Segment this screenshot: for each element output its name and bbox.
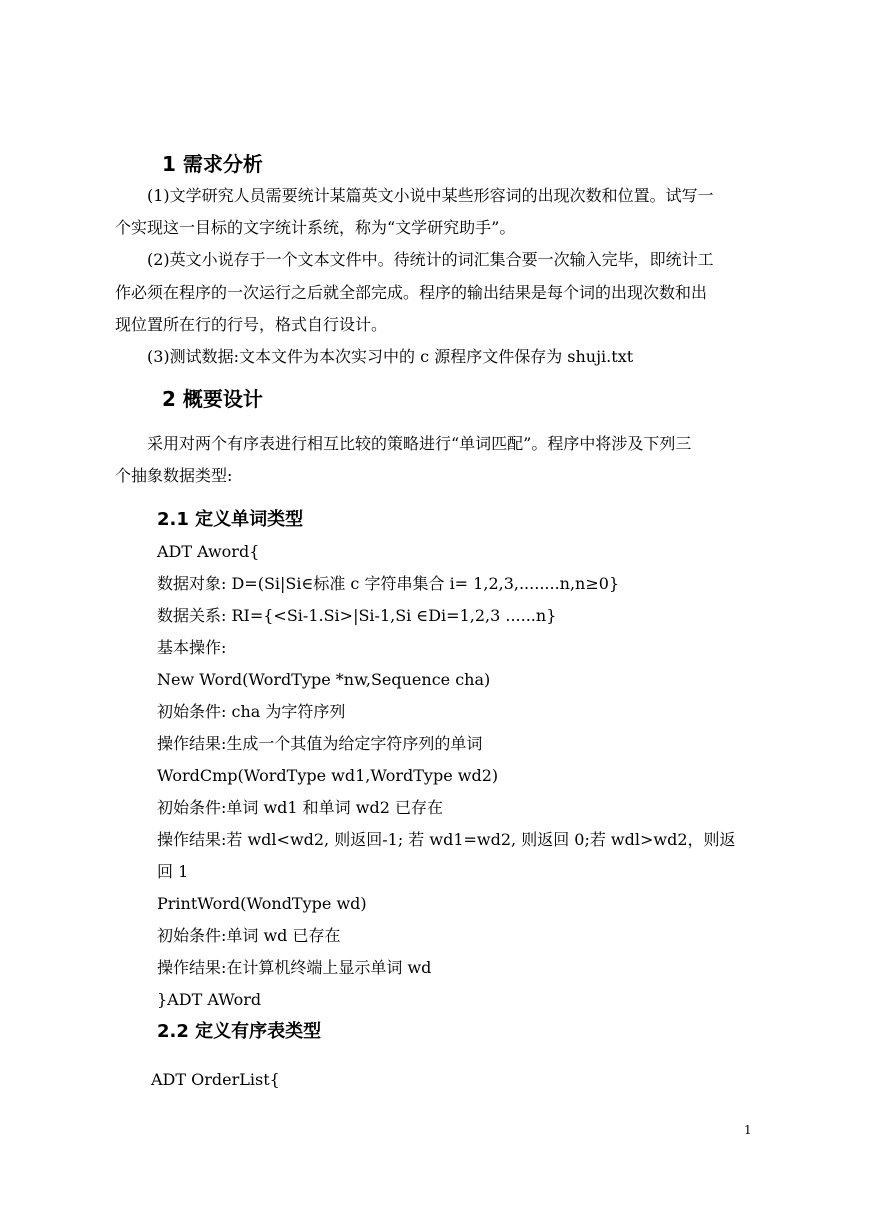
adt-line: 操作结果:在计算机终端上显示单词 wd	[157, 958, 432, 977]
adt-line: 回 1	[157, 862, 189, 881]
adt-line: ADT OrderList{	[151, 1070, 280, 1089]
subsection-heading-ordered-list: 2.2 定义有序表类型	[157, 1021, 322, 1042]
adt-line: PrintWord(WondType wd)	[157, 894, 367, 913]
adt-line: 初始条件: cha 为字符序列	[157, 702, 346, 721]
paragraph-line: (3)测试数据:文本文件为本次实习中的 c 源程序文件保存为 shuji.txt	[147, 347, 634, 366]
adt-line: 初始条件:单词 wd 已存在	[157, 926, 341, 945]
adt-line: ADT Aword{	[157, 542, 260, 561]
paragraph-line: 现位置所在行的行号，格式自行设计。	[115, 315, 388, 334]
adt-line: 数据对象: D=(Si|Si∈标准 c 字符串集合 i= 1,2,3,........n,n≥0}	[157, 574, 620, 593]
paragraph-line: (2)英文小说存于一个文本文件中。待统计的词汇集合要一次输入完毕，即统计工	[147, 250, 714, 269]
paragraph-line: 采用对两个有序表进行相互比较的策略进行“单词匹配”。程序中将涉及下列三	[147, 434, 692, 453]
adt-line: }ADT AWord	[157, 990, 262, 1009]
paragraph-line: (1)文学研究人员需要统计某篇英文小说中某些形容词的出现次数和位置。试写一	[147, 186, 714, 205]
adt-line: WordCmp(WordType wd1,WordType wd2)	[157, 766, 499, 785]
adt-line: New Word(WordType *nw,Sequence cha)	[157, 670, 491, 689]
paragraph-line: 作必须在程序的一次运行之后就全部完成。程序的输出结果是每个词的出现次数和出	[115, 283, 708, 302]
adt-line: 初始条件:单词 wd1 和单词 wd2 已存在	[157, 798, 443, 817]
paragraph-line: 个抽象数据类型:	[115, 466, 233, 485]
paragraph-line: 个实现这一目标的文字统计系统，称为“文学研究助手”。	[115, 218, 516, 237]
section-heading-requirements: 1 需求分析	[162, 152, 263, 176]
page-number: 1	[744, 1123, 752, 1137]
adt-line: 数据关系: RI={<Si-1.Si>|Si-1,Si ∈Di=1,2,3 ......n}	[157, 606, 557, 625]
adt-line: 操作结果:生成一个其值为给定字符序列的单词	[157, 734, 483, 753]
adt-line: 基本操作:	[157, 638, 227, 657]
section-heading-overview: 2 概要设计	[162, 387, 263, 411]
adt-line: 操作结果:若 wdl<wd2, 则返回-1; 若 wd1=wd2, 则返回 0;若 wdl>wd2，则返	[157, 830, 736, 849]
subsection-heading-word-type: 2.1 定义单词类型	[157, 509, 304, 530]
